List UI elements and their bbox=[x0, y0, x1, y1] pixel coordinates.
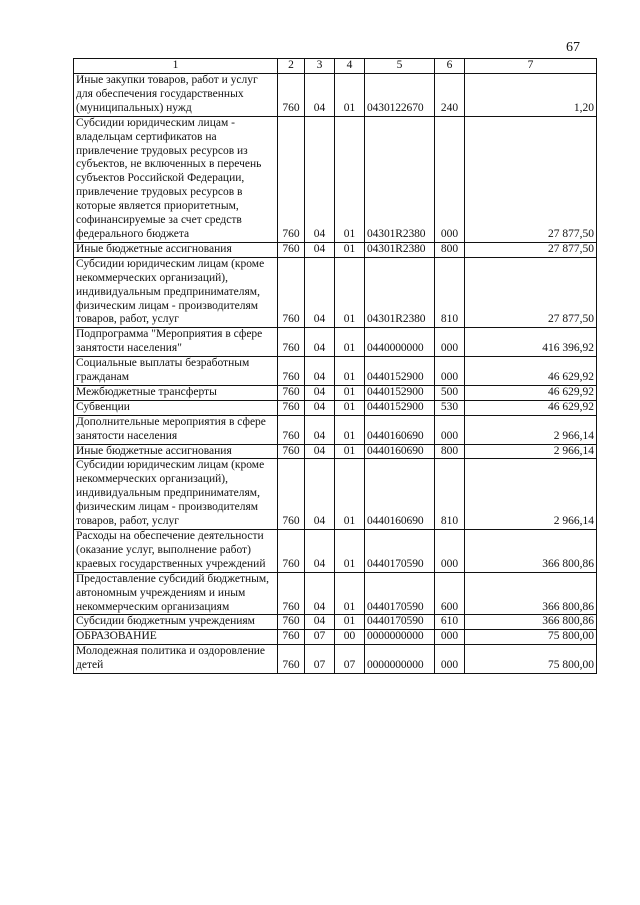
table-row bbox=[74, 257, 597, 328]
table-row bbox=[74, 415, 597, 444]
row-section: 04 bbox=[305, 357, 335, 386]
row-section: 04 bbox=[305, 530, 335, 573]
row-subsection: 01 bbox=[335, 530, 365, 573]
row-amount: 27 877,50 bbox=[465, 257, 597, 328]
row-subsection: 00 bbox=[335, 630, 365, 645]
row-name: Субсидии юридическим лицам (кроме некоммерческих организаций), индивидуальным предпринимателям, физическим лицам - производителям товаров, работ, услуг bbox=[74, 257, 278, 328]
row-target-code: 0000000000 bbox=[365, 645, 435, 674]
row-section: 04 bbox=[305, 444, 335, 459]
row-name: Субсидии юридическим лицам (кроме некоммерческих организаций), индивидуальным предпринимателям, физическим лицам - производителям товаров, работ, услуг bbox=[74, 459, 278, 530]
row-name: Молодежная политика и оздоровление детей bbox=[74, 645, 278, 674]
row-section: 04 bbox=[305, 459, 335, 530]
row-name: Предоставление субсидий бюджетным, автономным учреждениям и иным некоммерческим организациям bbox=[74, 572, 278, 615]
row-amount: 75 800,00 bbox=[465, 630, 597, 645]
row-section: 04 bbox=[305, 328, 335, 357]
row-grbs: 760 bbox=[278, 645, 305, 674]
row-amount: 46 629,92 bbox=[465, 400, 597, 415]
row-grbs: 760 bbox=[278, 242, 305, 257]
row-expense-type: 240 bbox=[435, 74, 465, 117]
table-row bbox=[74, 530, 597, 573]
row-expense-type: 610 bbox=[435, 615, 465, 630]
row-subsection: 07 bbox=[335, 645, 365, 674]
table-row bbox=[74, 615, 597, 630]
row-expense-type: 000 bbox=[435, 645, 465, 674]
header-col-3: 3 bbox=[305, 59, 335, 74]
row-amount: 27 877,50 bbox=[465, 242, 597, 257]
row-section: 04 bbox=[305, 242, 335, 257]
row-name: Иные закупки товаров, работ и услуг для обеспечения государственных (муниципальных) нужд bbox=[74, 74, 278, 117]
row-section: 04 bbox=[305, 615, 335, 630]
row-name: Социальные выплаты безработным гражданам bbox=[74, 357, 278, 386]
row-target-code: 0430122670 bbox=[365, 74, 435, 117]
table-row bbox=[74, 242, 597, 257]
row-section: 07 bbox=[305, 630, 335, 645]
row-target-code: 0440160690 bbox=[365, 459, 435, 530]
row-target-code: 0440000000 bbox=[365, 328, 435, 357]
row-expense-type: 500 bbox=[435, 385, 465, 400]
row-subsection: 01 bbox=[335, 572, 365, 615]
row-subsection: 01 bbox=[335, 400, 365, 415]
row-amount: 366 800,86 bbox=[465, 615, 597, 630]
row-name: Подпрограмма "Мероприятия в сфере занятости населения" bbox=[74, 328, 278, 357]
row-subsection: 01 bbox=[335, 74, 365, 117]
row-target-code: 0440170590 bbox=[365, 572, 435, 615]
row-target-code: 0440170590 bbox=[365, 615, 435, 630]
row-subsection: 01 bbox=[335, 328, 365, 357]
row-name: Межбюджетные трансферты bbox=[74, 385, 278, 400]
row-grbs: 760 bbox=[278, 615, 305, 630]
header-col-7: 7 bbox=[465, 59, 597, 74]
table-row bbox=[74, 444, 597, 459]
row-subsection: 01 bbox=[335, 242, 365, 257]
row-subsection: 01 bbox=[335, 116, 365, 242]
row-amount: 2 966,14 bbox=[465, 459, 597, 530]
row-expense-type: 000 bbox=[435, 415, 465, 444]
row-subsection: 01 bbox=[335, 415, 365, 444]
row-expense-type: 000 bbox=[435, 357, 465, 386]
row-expense-type: 000 bbox=[435, 116, 465, 242]
row-name: ОБРАЗОВАНИЕ bbox=[74, 630, 278, 645]
row-expense-type: 530 bbox=[435, 400, 465, 415]
row-grbs: 760 bbox=[278, 385, 305, 400]
row-section: 04 bbox=[305, 116, 335, 242]
row-expense-type: 000 bbox=[435, 328, 465, 357]
row-subsection: 01 bbox=[335, 357, 365, 386]
row-amount: 2 966,14 bbox=[465, 444, 597, 459]
row-expense-type: 000 bbox=[435, 630, 465, 645]
header-col-4: 4 bbox=[335, 59, 365, 74]
row-grbs: 760 bbox=[278, 257, 305, 328]
row-grbs: 760 bbox=[278, 444, 305, 459]
table-row bbox=[74, 116, 597, 242]
row-expense-type: 800 bbox=[435, 444, 465, 459]
table-row bbox=[74, 385, 597, 400]
row-section: 04 bbox=[305, 385, 335, 400]
row-target-code: 04301R2380 bbox=[365, 116, 435, 242]
table-row bbox=[74, 74, 597, 117]
row-expense-type: 600 bbox=[435, 572, 465, 615]
row-subsection: 01 bbox=[335, 459, 365, 530]
row-amount: 366 800,86 bbox=[465, 572, 597, 615]
row-target-code: 0440160690 bbox=[365, 415, 435, 444]
row-name: Иные бюджетные ассигнования bbox=[74, 242, 278, 257]
row-amount: 1,20 bbox=[465, 74, 597, 117]
row-target-code: 04301R2380 bbox=[365, 257, 435, 328]
budget-table bbox=[73, 58, 597, 674]
row-expense-type: 810 bbox=[435, 257, 465, 328]
header-col-1: 1 bbox=[74, 59, 278, 74]
table-row bbox=[74, 645, 597, 674]
row-grbs: 760 bbox=[278, 328, 305, 357]
row-amount: 366 800,86 bbox=[465, 530, 597, 573]
row-subsection: 01 bbox=[335, 257, 365, 328]
row-grbs: 760 bbox=[278, 415, 305, 444]
row-target-code: 0440160690 bbox=[365, 444, 435, 459]
row-grbs: 760 bbox=[278, 116, 305, 242]
row-grbs: 760 bbox=[278, 572, 305, 615]
row-amount: 46 629,92 bbox=[465, 357, 597, 386]
row-grbs: 760 bbox=[278, 630, 305, 645]
row-name: Субвенции bbox=[74, 400, 278, 415]
row-section: 04 bbox=[305, 74, 335, 117]
table-row bbox=[74, 572, 597, 615]
row-section: 07 bbox=[305, 645, 335, 674]
header-col-6: 6 bbox=[435, 59, 465, 74]
row-amount: 2 966,14 bbox=[465, 415, 597, 444]
row-target-code: 0440152900 bbox=[365, 400, 435, 415]
row-amount: 46 629,92 bbox=[465, 385, 597, 400]
row-expense-type: 810 bbox=[435, 459, 465, 530]
row-subsection: 01 bbox=[335, 444, 365, 459]
row-name: Дополнительные мероприятия в сфере занятости населения bbox=[74, 415, 278, 444]
table-row bbox=[74, 328, 597, 357]
row-name: Субсидии бюджетным учреждениям bbox=[74, 615, 278, 630]
table-row bbox=[74, 400, 597, 415]
row-grbs: 760 bbox=[278, 400, 305, 415]
row-target-code: 0440152900 bbox=[365, 385, 435, 400]
header-col-5: 5 bbox=[365, 59, 435, 74]
row-expense-type: 000 bbox=[435, 530, 465, 573]
row-grbs: 760 bbox=[278, 357, 305, 386]
page-number: 67 bbox=[566, 40, 580, 55]
row-name: Расходы на обеспечение деятельности (оказание услуг, выполнение работ) краевых государственных учреждений bbox=[74, 530, 278, 573]
row-section: 04 bbox=[305, 572, 335, 615]
row-section: 04 bbox=[305, 257, 335, 328]
table-row bbox=[74, 357, 597, 386]
row-target-code: 0440170590 bbox=[365, 530, 435, 573]
row-section: 04 bbox=[305, 415, 335, 444]
row-grbs: 760 bbox=[278, 459, 305, 530]
row-amount: 75 800,00 bbox=[465, 645, 597, 674]
row-amount: 416 396,92 bbox=[465, 328, 597, 357]
row-subsection: 01 bbox=[335, 385, 365, 400]
row-expense-type: 800 bbox=[435, 242, 465, 257]
row-grbs: 760 bbox=[278, 530, 305, 573]
row-grbs: 760 bbox=[278, 74, 305, 117]
header-col-2: 2 bbox=[278, 59, 305, 74]
row-amount: 27 877,50 bbox=[465, 116, 597, 242]
table-row bbox=[74, 630, 597, 645]
row-name: Иные бюджетные ассигнования bbox=[74, 444, 278, 459]
row-target-code: 0440152900 bbox=[365, 357, 435, 386]
header-row bbox=[74, 59, 597, 74]
row-name: Субсидии юридическим лицам - владельцам сертификатов на привлечение трудовых ресурсов из субъектов, не включенных в перечень субъектов Российской Федерации, привлечение трудовых ресурсов в которые является приоритетным, софинансируемые за счет средств федерального бюджета bbox=[74, 116, 278, 242]
row-target-code: 0000000000 bbox=[365, 630, 435, 645]
row-section: 04 bbox=[305, 400, 335, 415]
table-row bbox=[74, 459, 597, 530]
row-subsection: 01 bbox=[335, 615, 365, 630]
row-target-code: 04301R2380 bbox=[365, 242, 435, 257]
